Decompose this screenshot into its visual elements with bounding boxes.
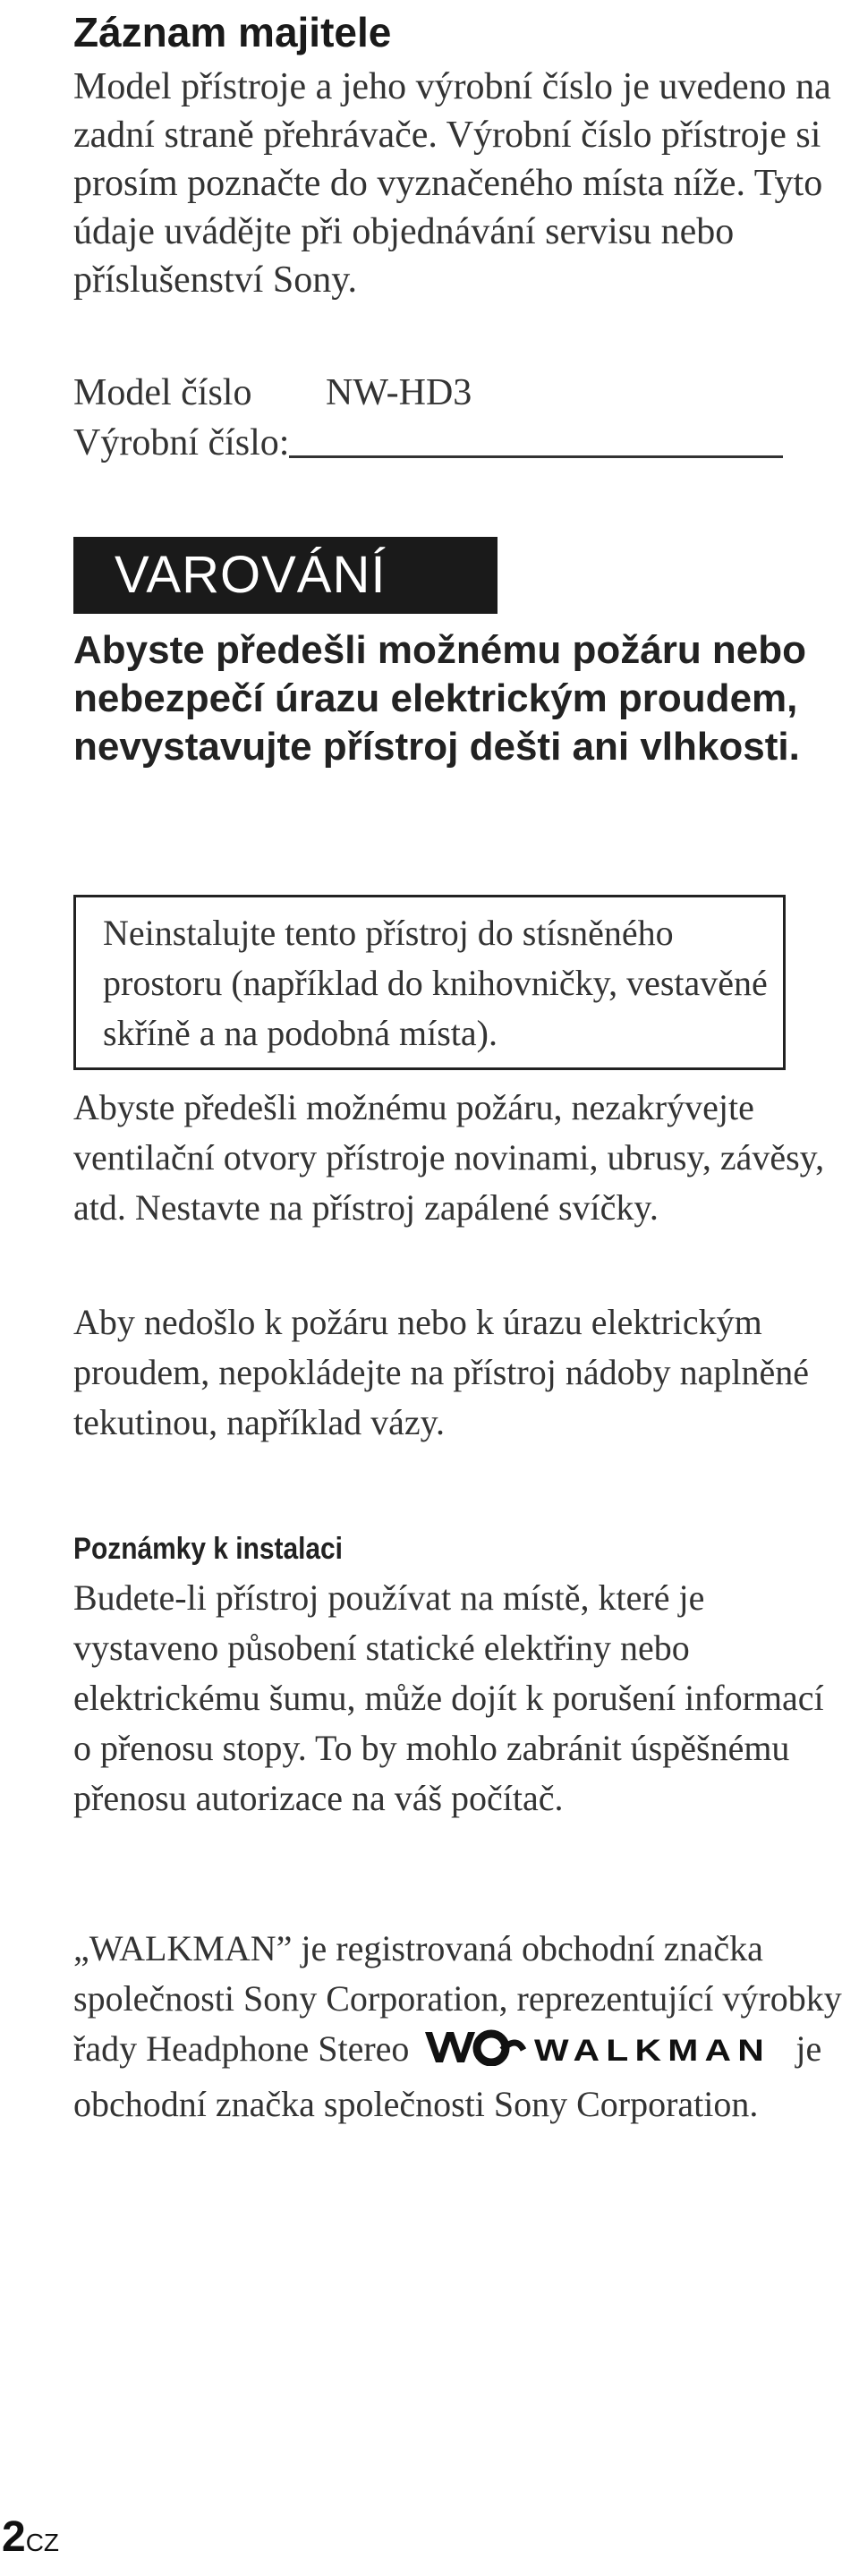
walkman-logo	[423, 2027, 774, 2079]
page-language-code: CZ	[25, 2529, 60, 2556]
serial-number-label: Výrobní číslo:	[73, 422, 290, 463]
trademark-text-before: „WALKMAN” je registrovaná obchodní značka společnosti Sony Corporation, reprezentující výrobky řady Headphone Stereo	[73, 1928, 842, 2069]
liquid-warning-paragraph: Aby nedošlo k požáru nebo k úrazu elektrickým proudem, nepokládejte na přístroj nádoby naplněné tekutinou, například vázy.	[73, 1302, 809, 1442]
model-number-row	[73, 369, 472, 417]
install-notes-paragraph: Budete-li přístroj používat na místě, které je vystaveno působení statické elektřiny nebo elektrickému šumu, může dojít k porušení informací o přenosu stopy. To by mohlo zabránit úspěšnému přenosu autorizace na váš počítač.	[73, 1577, 824, 1818]
fire-warning-paragraph: Abyste předešli možnému požáru, nezakrývejte ventilační otvory přístroje novinami, ubrusy, závěsy, atd. Nestavte na přístroj zapálené svíčky.	[73, 1087, 825, 1228]
warning-main-text: Abyste předešli možnému požáru nebo nebezpečí úrazu elektrickým proudem, nevystavujte přístroj dešti ani vlhkosti.	[73, 628, 807, 769]
page-number-value: 2	[2, 2513, 26, 2561]
walkman-logo-wordmark: WALKMAN	[534, 2034, 771, 2066]
installation-warning-box	[73, 895, 786, 1070]
model-number-label: Model číslo	[73, 372, 252, 413]
warning-banner: VAROVÁNÍ	[73, 537, 498, 614]
install-notes-heading: Poznámky k instalaci	[73, 1532, 344, 1566]
model-number-value: NW-HD3	[326, 372, 472, 413]
page-number	[2, 2512, 59, 2568]
section-title-owner-record: Záznam majitele	[73, 9, 392, 55]
installation-warning-text: Neinstalujte tento přístroj do stísněného prostoru (například do knihovničky, vestavěné skříně a na podobná místa).	[103, 913, 768, 1053]
trademark-paragraph	[73, 1924, 843, 2130]
serial-number-blank-line	[289, 420, 783, 458]
serial-number-row	[73, 419, 783, 467]
trademark-text-after: je obchodní značka společnosti Sony Corporation.	[73, 2028, 822, 2124]
owner-record-intro: Model přístroje a jeho výrobní číslo je uvedeno na zadní straně přehrávače. Výrobní číslo přístroje si prosím poznačte do vyznačeného místa níže. Tyto údaje uvádějte při objednávání servisu nebo příslušenství Sony.	[73, 66, 831, 301]
